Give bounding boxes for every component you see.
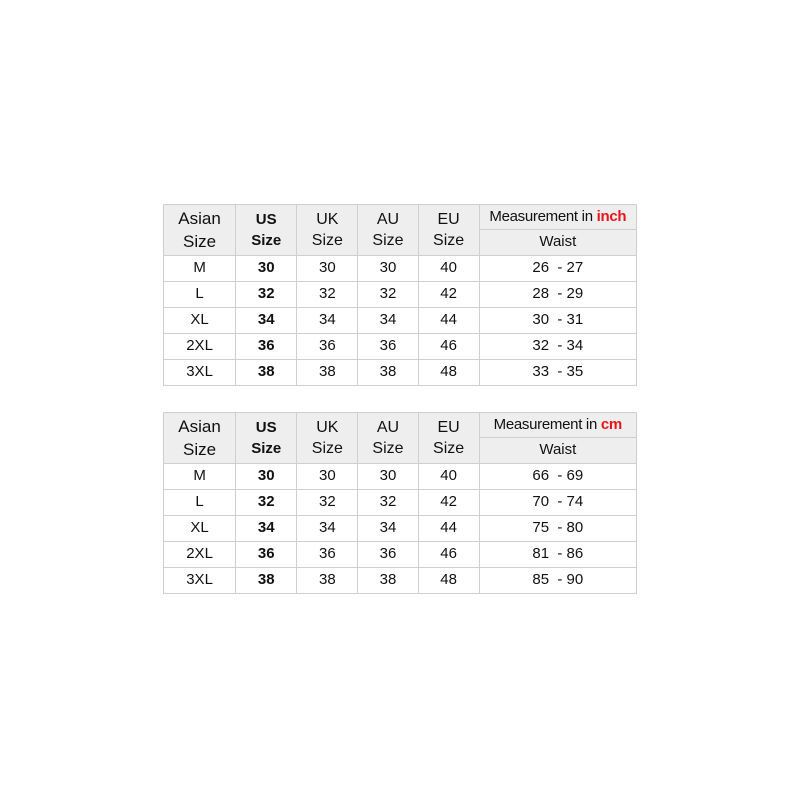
asian-size-cell: 2XL: [164, 542, 236, 568]
us-size-cell: 32: [236, 490, 297, 516]
table-row: [164, 464, 637, 490]
eu-size-header: EU Size: [418, 205, 479, 256]
table-row: [164, 516, 637, 542]
waist-cell: 81 - 86: [479, 542, 636, 568]
table-row: [164, 256, 637, 282]
size-chart-cm: [163, 412, 637, 594]
au-size-header: AU Size: [358, 205, 418, 256]
table-row: [164, 282, 637, 308]
au-size-cell: 36: [358, 542, 418, 568]
uk-size-cell: 38: [297, 568, 358, 594]
us-size-cell: 30: [236, 256, 297, 282]
asian-size-header: Asian Size: [164, 413, 236, 464]
waist-subheader: Waist: [479, 230, 636, 256]
uk-size-header: UK Size: [297, 205, 358, 256]
uk-size-cell: 30: [297, 464, 358, 490]
asian-size-cell: M: [164, 464, 236, 490]
table-row: [164, 308, 637, 334]
uk-size-cell: 36: [297, 334, 358, 360]
asian-size-cell: 3XL: [164, 568, 236, 594]
table-row: [164, 490, 637, 516]
measurement-header: [479, 413, 636, 438]
au-size-cell: 34: [358, 308, 418, 334]
eu-size-cell: 48: [418, 360, 479, 386]
waist-cell: 33 - 35: [479, 360, 636, 386]
table-row: [164, 542, 637, 568]
uk-size-header: UK Size: [297, 413, 358, 464]
measurement-unit: inch: [596, 207, 627, 225]
uk-size-cell: 32: [297, 490, 358, 516]
eu-size-cell: 44: [418, 308, 479, 334]
eu-size-cell: 40: [418, 256, 479, 282]
asian-size-cell: M: [164, 256, 236, 282]
us-size-cell: 34: [236, 308, 297, 334]
us-size-header: US Size: [236, 413, 297, 464]
eu-size-cell: 44: [418, 516, 479, 542]
asian-size-cell: L: [164, 490, 236, 516]
table-row: [164, 360, 637, 386]
table-row: [164, 568, 637, 594]
au-size-cell: 30: [358, 464, 418, 490]
asian-size-cell: 3XL: [164, 360, 236, 386]
eu-size-cell: 42: [418, 282, 479, 308]
size-chart-inch: [163, 204, 637, 386]
au-size-header: AU Size: [358, 413, 418, 464]
au-size-cell: 32: [358, 282, 418, 308]
eu-size-cell: 40: [418, 464, 479, 490]
waist-cell: 66 - 69: [479, 464, 636, 490]
waist-cell: 70 - 74: [479, 490, 636, 516]
eu-size-cell: 46: [418, 334, 479, 360]
asian-size-cell: XL: [164, 308, 236, 334]
measurement-prefix: Measurement in: [493, 415, 601, 433]
au-size-cell: 34: [358, 516, 418, 542]
us-size-cell: 32: [236, 282, 297, 308]
waist-cell: 85 - 90: [479, 568, 636, 594]
au-size-cell: 36: [358, 334, 418, 360]
us-size-cell: 34: [236, 516, 297, 542]
waist-cell: 30 - 31: [479, 308, 636, 334]
au-size-cell: 30: [358, 256, 418, 282]
waist-cell: 75 - 80: [479, 516, 636, 542]
uk-size-cell: 38: [297, 360, 358, 386]
table-row: [164, 334, 637, 360]
waist-cell: 32 - 34: [479, 334, 636, 360]
eu-size-cell: 48: [418, 568, 479, 594]
measurement-header: [479, 205, 636, 230]
measurement-unit: cm: [600, 415, 622, 433]
eu-size-cell: 42: [418, 490, 479, 516]
uk-size-cell: 30: [297, 256, 358, 282]
asian-size-cell: 2XL: [164, 334, 236, 360]
us-size-cell: 38: [236, 568, 297, 594]
uk-size-cell: 36: [297, 542, 358, 568]
asian-size-cell: L: [164, 282, 236, 308]
uk-size-cell: 32: [297, 282, 358, 308]
au-size-cell: 38: [358, 568, 418, 594]
au-size-cell: 38: [358, 360, 418, 386]
us-size-cell: 36: [236, 542, 297, 568]
us-size-cell: 30: [236, 464, 297, 490]
measurement-prefix: Measurement in: [489, 207, 597, 225]
asian-size-header: Asian Size: [164, 205, 236, 256]
eu-size-cell: 46: [418, 542, 479, 568]
us-size-header: US Size: [236, 205, 297, 256]
waist-cell: 26 - 27: [479, 256, 636, 282]
us-size-cell: 38: [236, 360, 297, 386]
uk-size-cell: 34: [297, 308, 358, 334]
asian-size-cell: XL: [164, 516, 236, 542]
waist-cell: 28 - 29: [479, 282, 636, 308]
waist-subheader: Waist: [479, 438, 636, 464]
au-size-cell: 32: [358, 490, 418, 516]
uk-size-cell: 34: [297, 516, 358, 542]
eu-size-header: EU Size: [418, 413, 479, 464]
us-size-cell: 36: [236, 334, 297, 360]
